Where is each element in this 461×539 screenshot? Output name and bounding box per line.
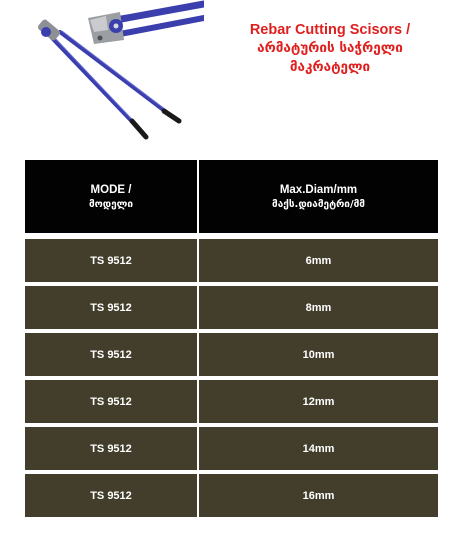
title-english: Rebar Cutting Scisors / bbox=[249, 22, 411, 38]
header-model bbox=[25, 160, 199, 237]
header-diameter bbox=[199, 160, 438, 237]
title-georgian-line2: მაკრატელი bbox=[289, 59, 371, 75]
header-model-label: MODE / bbox=[90, 183, 132, 196]
rebar-cutter-image bbox=[24, 0, 204, 150]
header-diameter-sublabel: მაქს.დიამეტრი/მმ bbox=[272, 198, 365, 210]
product-title bbox=[210, 22, 450, 77]
table-row bbox=[25, 284, 438, 331]
table-row bbox=[25, 425, 438, 472]
model-cell: TS 9512 bbox=[25, 425, 199, 472]
diameter-cell: 10mm bbox=[199, 331, 438, 378]
table-row bbox=[25, 378, 438, 425]
model-cell: TS 9512 bbox=[25, 378, 199, 425]
diameter-cell: 12mm bbox=[199, 378, 438, 425]
header-diameter-label: Max.Diam/mm bbox=[279, 183, 358, 196]
diameter-cell: 16mm bbox=[199, 472, 438, 519]
diameter-cell: 6mm bbox=[199, 237, 438, 284]
model-cell: TS 9512 bbox=[25, 284, 199, 331]
diameter-cell: 8mm bbox=[199, 284, 438, 331]
table-header-row bbox=[25, 160, 438, 237]
spec-table bbox=[25, 160, 438, 519]
header-model-sublabel: მოდელი bbox=[88, 198, 134, 210]
table-row bbox=[25, 472, 438, 519]
diameter-cell: 14mm bbox=[199, 425, 438, 472]
model-cell: TS 9512 bbox=[25, 472, 199, 519]
table-row bbox=[25, 237, 438, 284]
title-georgian-line1: არმატურის საჭრელი bbox=[257, 40, 403, 56]
model-cell: TS 9512 bbox=[25, 331, 199, 378]
model-cell: TS 9512 bbox=[25, 237, 199, 284]
table-row bbox=[25, 331, 438, 378]
